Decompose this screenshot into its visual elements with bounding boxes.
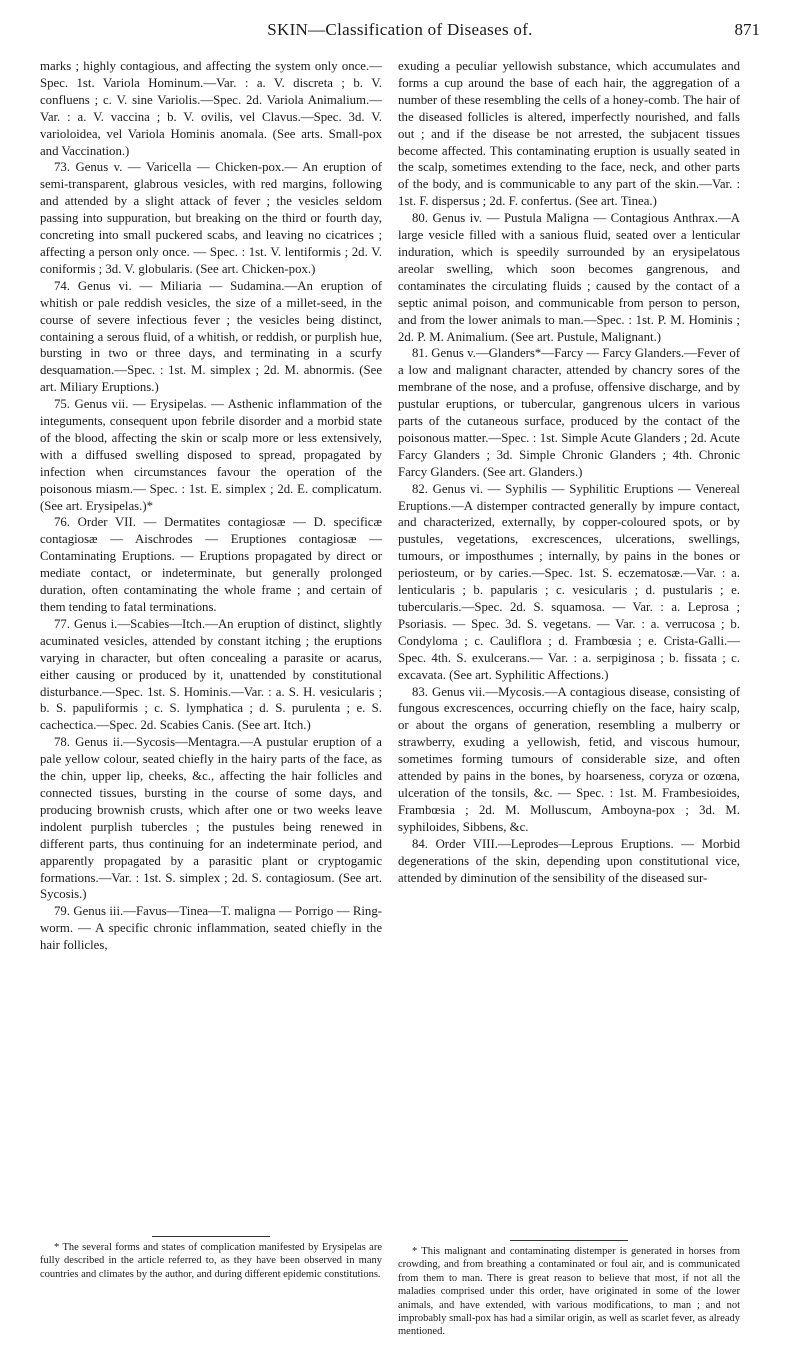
paragraph: marks ; highly contagious, and affecting the system only once.—Spec. 1st. Variola Hominum.—Var. : a. V. discreta ; b. V. confluens ; c. V. sine Variolis.—Spec. 2d. Variola Animalium.—Var. : a. V. vaccina ; b. V. ovilis, vel Clavus.—Spec. 3d. V. varioloidea, vel Variola Hominis anomala. (See arts. Small-pox and Vaccination.) (40, 59, 382, 158)
paragraph: exuding a peculiar yellowish substance, which accumulates and forms a cup around the base of each hair, the aggregation of a number of these resembling the cells of a honey-comb. The hair of the diseased follicles is altered, imperfectly nourished, and falls out ; and if the disease be not arrested, the subjacent tissues become affected. This contaminating eruption is usually seated in the scalp, sometimes extending to the face, neck, and other parts of the body, and is communicable to any part of the skin.—Var. : 1st. F. dispersus ; 2d. F. confertus. (See art. Tinea.) (398, 59, 740, 209)
entry-sycosis: 78. Genus ii.—Sycosis—Mentagra.—A pustular eruption of a pale yellow colour, seated chiefly in the hairy parts of the face, as the chin, upper lip, cheeks, &c., affecting the hair follicles and connected tissues, bursting in the course of some days, and producing brownish crusts, which after one or two weeks leave indolent purplish tubercles ; the pustules being renewed in different parts, thus continuing for an indeterminate period, and apparently propagated by a parasitic plant or cryptogamic formations.—Var. : 1st. S. simplex ; 2d. S. contagiosum. (See art. Sycosis.) (40, 735, 382, 902)
footnote: * The several forms and states of complication manifested by Erysipelas are fully described in the article referred to, as they have been observed in many countries and climates by the author, and during different epidemic constitutions. (40, 1242, 382, 1280)
entry-syphilis: 82. Genus vi. — Syphilis — Syphilitic Eruptions — Venereal Eruptions.—A distemper contracted generally by impure contact, and characterized, externally, by copper-coloured spots, or by pustules, vegetations, excrescences, ulcerations, swellings, tumours, or imposthumes ; internally, by pains in the bones or periosteum, or by caries.—Spec. 1st. S. eczematosæ.—Var. : a. lenticularis ; b. papularis ; c. vesicularis ; d. pustularis ; e. tubercularis.—Spec. 2d. S. squamosa. — Var. : a. Leprosa ; Psoriasis. — Spec. 3d. S. vegetans. — Var. : a. verrucosa ; b. Condyloma ; c. Cauliflora ; d. Frambœsia ; e. Crista-Galli.— Spec. 4th. S. exulcerans.— Var. : a. serpiginosa ; b. fissata ; c. excavata. (See art. Syphilitic Affections.) (398, 481, 740, 682)
footnote-rule (152, 1236, 270, 1237)
entry-erysipelas: 75. Genus vii. — Erysipelas. — Asthenic inflammation of the integuments, consequent upon febrile disorder and a morbid state of the blood, affecting the skin or scalp more or less extensively, with a diffused swelling disposed to spread, propagated by infection when circumstances favour the operation of the poisonous miasm.— Spec. : 1st. E. simplex ; 2d. E. complicatum. (See art. Erysipelas.)* (40, 397, 382, 513)
entry-scabies: 77. Genus i.—Scabies—Itch.—An eruption of distinct, slightly acuminated vesicles, attended by constant itching ; the eruptions varying in character, but often concealing a parasite or acarus, either causing or produced by it, unattended by constitutional disturbance.—Spec. 1st. S. Hominis.—Var. : a. S. H. vesicularis ; b. S. papuliformis ; c. S. lymphatica ; d. S. purulenta ; e. S. cachectica.—Spec. 2d. Scabies Canis. (See art. Itch.) (40, 616, 382, 733)
entry-varicella: 73. Genus v. — Varicella — Chicken-pox.— An eruption of semi-transparent, glabrous vesicles, with red margins, following and attended by a slight attack of fever ; the vesicles seldom passing into suppuration, but breaking on the third or fourth day, concreting into small puckered scabs, and leaving no cicatrices ; affecting a person only once. — Spec. : 1st. V. lentiformis ; 2d. V. coniformis ; 3d. V. globularis. (See art. Chicken-pox.) (40, 160, 382, 276)
right-footnote-area (398, 1240, 740, 1339)
entry-favus: 79. Genus iii.—Favus—Tinea—T. maligna — Porrigo — Ring-worm. — A specific chronic inflammation, seated chiefly in the hair follicles, (40, 904, 382, 953)
running-head (40, 20, 760, 46)
entry-glanders: 81. Genus v.—Glanders*—Farcy — Farcy Glanders.—Fever of a low and malignant character, attended by chancry sores of the membrane of the nose, and a profuse, offensive discharge, and by pustular eruptions, or tubercular, gangrenous ulcers in various parts of the cutaneous surface, produced by the contact of the poisonous matter.—Spec. : 1st. Simple Acute Glanders ; 2d. Acute Farcy Glanders ; 3d. Simple Chronic Glanders ; 4th. Chronic Farcy Glanders. (See art. Glanders.) (398, 346, 740, 479)
footnote: * This malignant and contaminating distemper is generated in horses from crowding, and from breathing a contaminated or foul air, and is communicated from them to man. There is great reason to believe that most, if not all the maladies comprised under this order, have originated in some of the lower animals, and have extended, with various modifications, to man ; and not improbably small-pox has had a similar origin, as well as scarlet fever, as already mentioned. (398, 1246, 740, 1338)
footnote-rule (510, 1240, 628, 1241)
entry-mycosis: 83. Genus vii.—Mycosis.—A contagious disease, consisting of fungous excrescences, occurring chiefly on the face, hairy scalp, or about the organs of generation, resembling a mulberry or strawberry, exuding a yellowish, fetid, and viscous humour, sometimes forming tumours of considerable size, and often attended by pains in the bones, by hoarseness, coryza or ozœna, ulceration of the tonsils, &c. — Spec. : 1st. M. Frambesioides, Frambœsia ; 2d. M. Molluscum, Amboyna-pox ; 3d. M. syphiloides, Sibbens, &c. (398, 684, 740, 834)
entry-order-viii: 84. Order VIII.—Leprodes—Leprous Eruptions. — Morbid degenerations of the skin, depending upon constitutional vice, attended by diminution of the sensibility of the diseased sur- (398, 836, 740, 885)
left-column (40, 58, 382, 954)
running-head-title: SKIN—Classification of Diseases of. (267, 20, 533, 39)
right-column (398, 58, 740, 886)
page-number: 871 (734, 20, 760, 39)
left-footnote-area (40, 1236, 382, 1281)
entry-pustula-maligna: 80. Genus iv. — Pustula Maligna — Contagious Anthrax.—A large vesicle filled with a sanious fluid, seated over a lenticular induration, which is speedily surrounded by an erysipelatous areolar swelling, which soon becomes gangrenous, and contaminates the circulating fluids ; caused by the contact of a septic animal poison, and communicable from person to person, and from the lower animals to man.—Spec. : 1st. P. M. Hominis ; 2d. P. M. Animalium. (See art. Pustule, Malignant.) (398, 211, 740, 344)
entry-order-vii: 76. Order VII. — Dermatites contagiosæ — D. specificæ contagiosæ — Aischrodes — Eruptiones contagiosæ — Contaminating Eruptions. — Eruptions propagated by direct or mediate contact, or indeterminate, but generally prolonged duration, often contaminating the whole frame ; and certain of them tending to fatal terminations. (40, 515, 382, 614)
entry-miliaria: 74. Genus vi. — Miliaria — Sudamina.—An eruption of whitish or pale reddish vesicles, the size of a millet-seed, in the course of severe infectious fever ; the vesicles being distinct, containing a serous fluid, of a whitish, or reddish, or purplish hue, bursting in two or three days, and terminating in a scurfy desquamation.—Spec. : 1st. M. simplex ; 2d. M. abnormis. (See art. Miliary Eruptions.) (40, 278, 382, 395)
